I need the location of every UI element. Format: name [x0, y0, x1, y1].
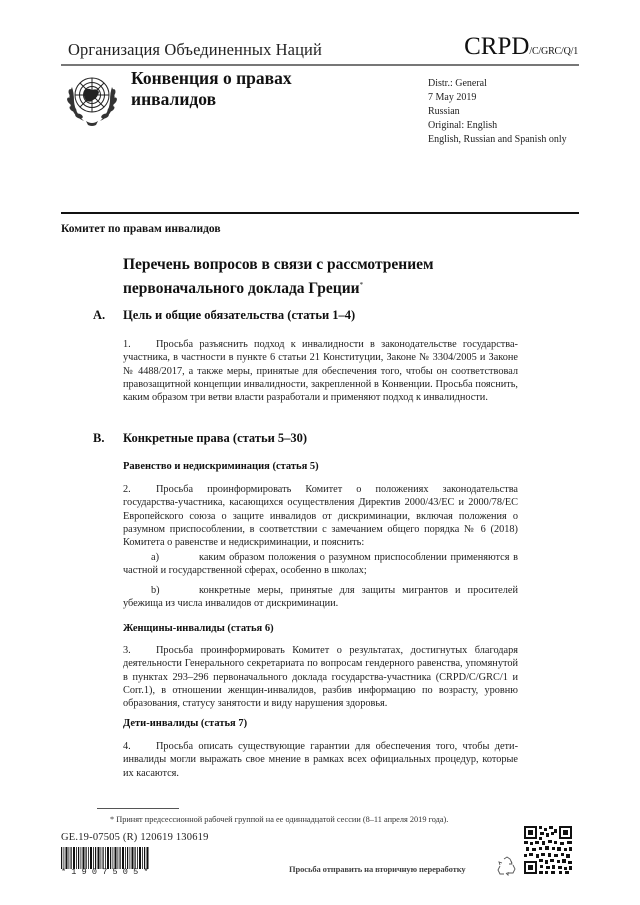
symbol-main: CRPD [464, 33, 530, 60]
section-title: Цель и общие обязательства (статьи 1–4) [123, 308, 356, 322]
treaty-body-title-line2: инвалидов [131, 89, 217, 109]
section-heading-b [93, 431, 307, 446]
job-code: GE.19-07505 (R) 120619 130619 [61, 832, 209, 843]
subparagraph-letter: a) [151, 552, 159, 563]
barcode-number: *1907505* [61, 867, 154, 877]
paragraph-3 [123, 644, 518, 710]
treaty-body-title-line1: Конвенция о правах [131, 68, 292, 88]
distribution-original: Original: English [428, 120, 498, 131]
header-rule [61, 64, 579, 66]
paragraph-number: 3. [123, 645, 131, 656]
distribution-languages-only: English, Russian and Spanish only [428, 134, 567, 145]
paragraph-2a [123, 551, 518, 578]
symbol-suffix: /C/GRC/Q/1 [529, 46, 578, 57]
subheading-equality: Равенство и недискриминация (статья 5) [123, 461, 319, 472]
subheading-children: Дети-инвалиды (статья 7) [123, 718, 248, 729]
subheading-women: Женщины-инвалиды (статья 6) [123, 623, 274, 634]
organization-name: Организация Объединенных Наций [68, 40, 322, 59]
footnote-text: * Принят предсессионной рабочей группой на ее одиннадцатой сессии (8–11 апреля 2019 года). [110, 815, 449, 824]
distribution-date: 7 May 2019 [428, 92, 477, 103]
distribution-type: Distr.: General [428, 78, 487, 89]
paragraph-number: 4. [123, 741, 131, 752]
paragraph-4 [123, 740, 518, 780]
section-title: Конкретные права (статьи 5–30) [123, 431, 308, 445]
document-title-line1: Перечень вопросов в связи с рассмотрением [123, 256, 434, 273]
paragraph-2 [123, 483, 518, 549]
document-title-line2: первоначального доклада Греции [123, 280, 360, 298]
section-heading-a [93, 308, 355, 323]
distribution-block [428, 77, 567, 147]
paragraph-text: конкретные меры, принятые для защиты мигрантов и просителей убежища из числа инвалидов от дискриминации. [123, 585, 518, 610]
document-symbol [464, 33, 578, 61]
paragraph-number: 2. [123, 484, 131, 495]
section-letter: A. [93, 308, 106, 322]
qr-code-icon [524, 826, 572, 874]
paragraph-text: каким образом положения о разумном приспособлении применяются в частной и государственной сферах, особенно в школах; [123, 552, 518, 577]
committee-name: Комитет по правам инвалидов [61, 223, 221, 235]
document-title [123, 255, 483, 299]
treaty-body-title [131, 68, 292, 110]
section-letter: B. [93, 431, 105, 445]
recycle-text: Просьба отправить на вторичную переработку [289, 864, 466, 874]
section-rule [61, 212, 579, 214]
paragraph-1 [123, 338, 518, 404]
barcode-icon [61, 847, 151, 869]
paragraph-2b [123, 584, 518, 611]
paragraph-text: Просьба разъяснить подход к инвалидности в законодательстве государства-участника, в частности в пункте 6 статьи 21 Конституции, Законе № 3304/2005 и Законе № 4488/2017, а также меры, принятые для обеспечения того, чтобы он соответствовал правозащитной концепции инвалидности, закрепленной в Конвенции. Просьба пояснить, каким образом три ветви власти разработали и применяют подход к инвалидности. [123, 339, 518, 404]
footnote-rule [97, 808, 179, 809]
footnote-marker[interactable]: * [359, 281, 364, 289]
paragraph-text: Просьба описать существующие гарантии для обеспечения того, чтобы дети-инвалиды могли выражать свое мнение в рамках всех официальных процедур, которые их касаются. [123, 741, 518, 779]
paragraph-number: 1. [123, 339, 131, 350]
recycle-icon [496, 855, 518, 877]
subparagraph-letter: b) [151, 585, 160, 596]
paragraph-text: Просьба проинформировать Комитет о результатах, достигнутых благодаря деятельности Генерального секретариата по вопросам гендерного равенства, упомянутой в пунктах 293–296 первоначального доклада государства-участника (CRPD/C/GRC/1 и Corr.1), в отношении женщин-инвалидов, разбив информацию по возрасту, уровню образования, статусу занятости и виду нарушения здоровья. [123, 645, 518, 710]
paragraph-text: Просьба проинформировать Комитет о положениях законодательства государства-участника, касающихся осуществления Директив 2000/43/ЕС и 2000/78/ЕС Европейского союза о защите инвалидов от дискриминации, включая положения о разумном приспособлении, в соответствии с замечанием общего порядка № 6 (2018) Комитета о равенстве и недискриминации, и пояснить: [123, 484, 518, 549]
distribution-language: Russian [428, 106, 460, 117]
un-emblem-icon [62, 67, 122, 129]
